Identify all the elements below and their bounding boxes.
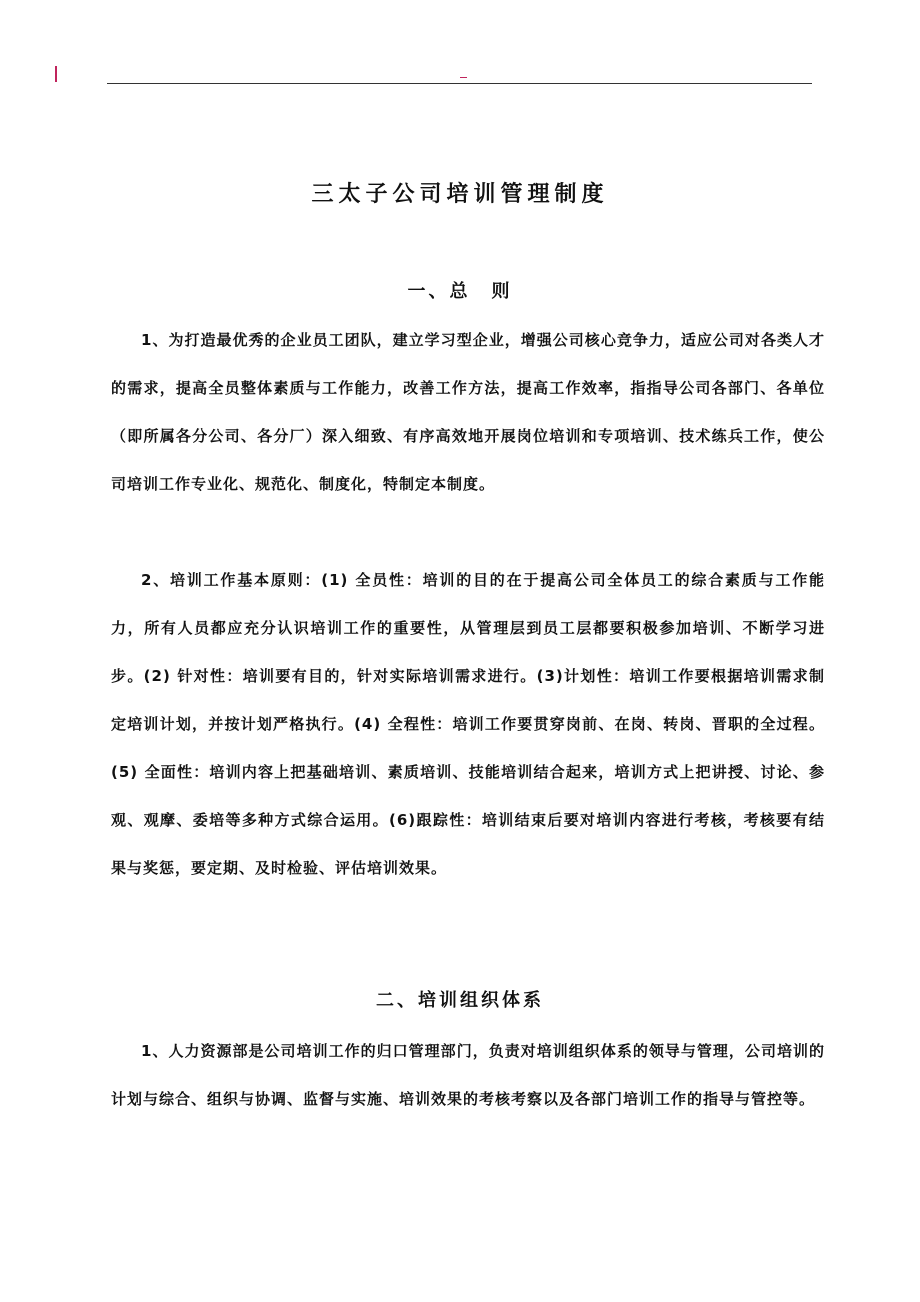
paragraph-organization-1: 1、人力资源部是公司培训工作的归口管理部门，负责对培训组织体系的领导与管理，公司培训的计划与综合、组织与协调、监督与实施、培训效果的考核考察以及各部门培训工作的指导与管控等。 <box>111 1042 825 1108</box>
header-dash <box>460 77 467 78</box>
section-heading-organization: 二、培训组织体系 <box>376 990 544 1011</box>
document-title: 三太子公司培训管理制度 <box>311 182 609 207</box>
margin-mark <box>55 66 57 82</box>
section-heading-general: 一、总 则 <box>407 281 513 302</box>
paragraph-general-2: 2、培训工作基本原则：(1) 全员性：培训的目的在于提高公司全体员工的综合素质与工作能力，所有人员都应充分认识培训工作的重要性，从管理层到员工层都要积极参加培训、不断学习进步。(2) 针对性：培训要有目的，针对实际培训需求进行。(3)计划性：培训工作要根据培训需求制定培训计划，并按计划严格执行。(4) 全程性：培训工作要贯穿岗前、在岗、转岗、晋职的全过程。(5) 全面性：培训内容上把基础培训、素质培训、技能培训结合起来，培训方式上把讲授、讨论、参观、观摩、委培等多种方式综合运用。(6)跟踪性：培训结束后要对培训内容进行考核，考核要有结果与奖惩，要定期、及时检验、评估培训效果。 <box>111 571 825 877</box>
paragraph-general-1: 1、为打造最优秀的企业员工团队，建立学习型企业，增强公司核心竞争力，适应公司对各类人才的需求，提高全员整体素质与工作能力，改善工作方法，提高工作效率，指指导公司各部门、各单位（即所属各分公司、各分厂）深入细致、有序高效地开展岗位培训和专项培训、技术练兵工作，使公司培训工作专业化、规范化、制度化，特制定本制度。 <box>111 331 825 493</box>
header-rule <box>107 83 812 84</box>
